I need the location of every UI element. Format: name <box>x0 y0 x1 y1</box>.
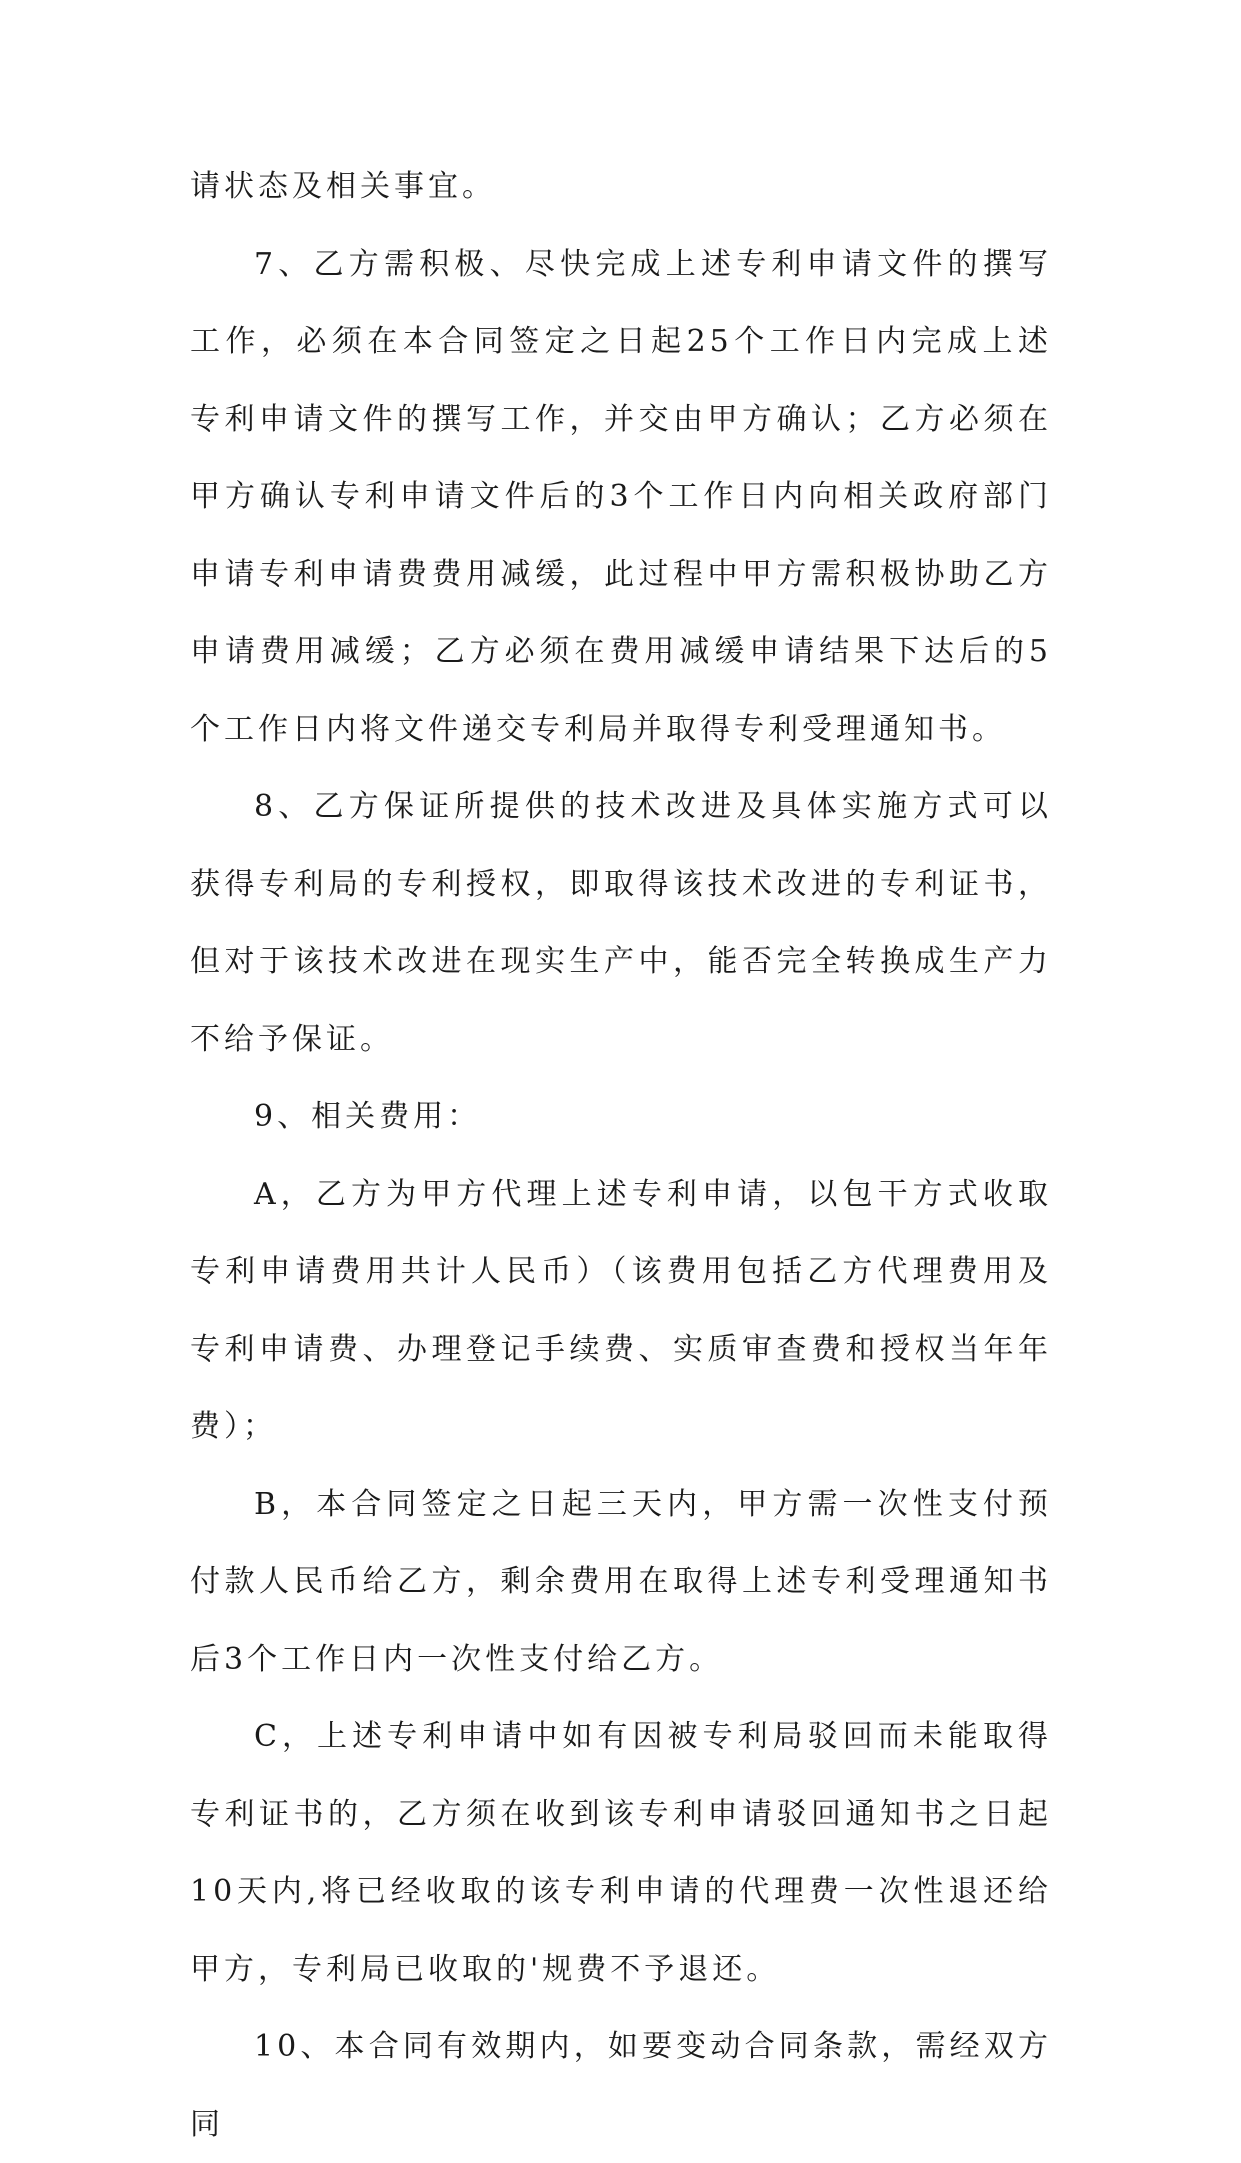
clause-8: 8、乙方保证所提供的技术改进及具体实施方式可以获得专利局的专利授权，即取得该技术改进的专利证书，但对于该技术改进在现实生产中，能否完全转换成生产力不给予保证。 <box>190 789 1052 1057</box>
clause-7: 7、乙方需积极、尽快完成上述专利申请文件的撰写工作，必须在本合同签定之日起25个工作日内完成上述专利申请文件的撰写工作，并交由甲方确认；乙方必须在甲方确认专利申请文件后的3个工作日内向相关政府部门申请专利申请费费用减缓，此过程中甲方需积极协助乙方申请费用减缓；乙方必须在费用减缓申请结果下达后的5个工作日内将文件递交专利局并取得专利受理通知书。 <box>190 246 1052 747</box>
clause-9-a: A，乙方为甲方代理上述专利申请，以包干方式收取专利申请费用共计人民币）（该费用包括乙方代理费用及专利申请费、办理登记手续费、实质审查费和授权当年年费）； <box>190 1176 1052 1444</box>
paragraph-continuation: 请状态及相关事宜。 <box>190 169 496 204</box>
clause-10: 10、本合同有效期内，如要变动合同条款，需经双方同 <box>190 2029 1052 2142</box>
document-page <box>190 148 1052 2163</box>
clause-9-heading: 9、相关费用： <box>254 1099 482 1134</box>
clause-9-c: C，上述专利申请中如有因被专利局驳回而未能取得专利证书的，乙方须在收到该专利申请驳回通知书之日起10天内,将已经收取的该专利申请的代理费一次性退还给甲方，专利局已收取的'规费不予退还。 <box>190 1719 1052 1987</box>
clause-9-b: B，本合同签定之日起三天内，甲方需一次性支付预付款人民币给乙方，剩余费用在取得上述专利受理通知书后3个工作日内一次性支付给乙方。 <box>190 1486 1052 1677</box>
